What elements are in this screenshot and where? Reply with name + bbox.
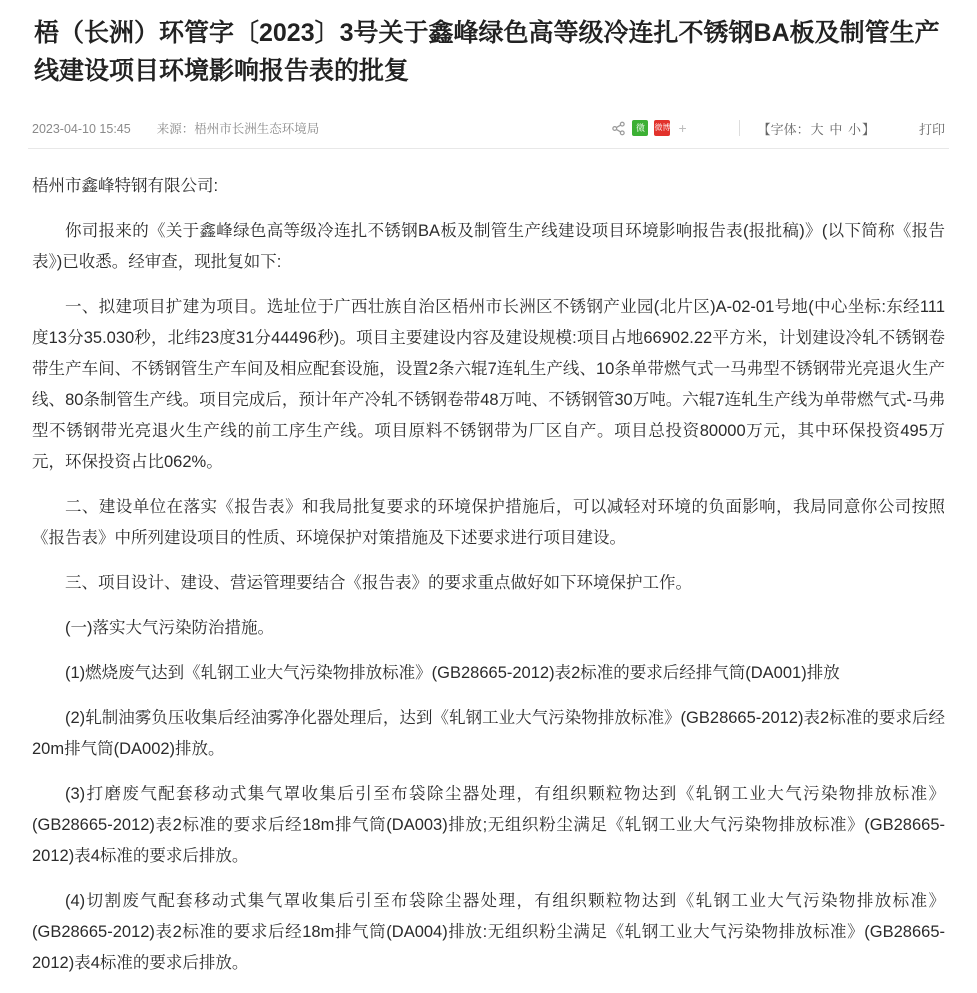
paragraph-sub-1-1: (1)燃烧废气达到《轧钢工业大气污染物排放标准》(GB28665-2012)表2标准的要求后经排气筒(DA001)排放 (65, 664, 840, 682)
wechat-share-icon[interactable]: 微 (632, 120, 648, 136)
paragraph-salutation: 梧州市鑫峰特钢有限公司: (32, 177, 219, 195)
source-name: 梧州市长洲生态环境局 (194, 122, 320, 136)
meta-right-group (611, 119, 949, 138)
font-size-small[interactable]: 小 (847, 121, 861, 137)
more-share-icon[interactable]: + (678, 120, 687, 136)
paragraph-item-2: 二、建设单位在落实《报告表》和我局批复要求的环境保护措施后，可以减轻对环境的负面影响，我局同意你公司按照《报告表》中所列建设项目的性质、环境保护对策措施及下述要求进行项目建设。 (32, 498, 945, 547)
paragraph-sub-1: (一)落实大气污染防治措施。 (65, 619, 274, 637)
font-size-medium[interactable]: 中 (829, 121, 843, 137)
paragraph-item-1: 一、拟建项目扩建为项目。选址位于广西壮族自治区梧州市长洲区不锈钢产业园(北片区)A-02-01号地(中心坐标:东经111度13分35.030秒，北纬23度31分44496秒)。项目主要建设内容及建设规模:项目占地66902.22平方米，计划建设冷轧不锈钢卷带生产车间、不锈钢管生产车间及相应配套设施，设置2条六辊7连轧生产线、10条单带燃气式一马弗型不锈钢带光亮退火生产线、80条制管生产线。项目完成后，预计年产冷轧不锈钢卷带48万吨、不锈钢管30万吨。六辊7连轧生产线为单带燃气式-马弗型不锈钢带光亮退火生产线的前工序生产线。项目原料不锈钢带为厂区自产。项目总投资80000万元，其中环保投资495万元，环保投资占比062%。 (32, 298, 945, 471)
paragraph-sub-1-2: (2)轧制油雾负压收集后经油雾净化器处理后，达到《轧钢工业大气污染物排放标准》(GB28665-2012)表2标准的要求后经20m排气筒(DA002)排放。 (32, 709, 945, 758)
share-icon[interactable] (611, 121, 626, 136)
font-size-prefix: 【字体： (757, 121, 810, 137)
weibo-share-icon[interactable]: 微博 (654, 120, 670, 136)
article-page (0, 14, 977, 979)
meta-divider-left (739, 120, 740, 136)
page-title: 梧（长洲）环管字〔2023〕3号关于鑫峰绿色高等级冷连扎不锈钢BA板及制管生产线建设项目环境影响报告表的批复 (34, 19, 940, 85)
article-body (28, 171, 949, 979)
source-label: 来源： (156, 122, 195, 136)
meta-left-group (28, 119, 319, 137)
article-meta-bar (28, 108, 949, 149)
paragraph-sub-1-3: (3)打磨废气配套移动式集气罩收集后引至布袋除尘器处理，有组织颗粒物达到《轧钢工业大气污染物排放标准》(GB28665-2012)表2标准的要求后经18m排气筒(DA003)排放;无组织粉尘满足《轧钢工业大气污染物排放标准》(GB28665-2012)表4标准的要求后排放。 (32, 785, 945, 865)
paragraph-sub-1-4: (4)切割废气配套移动式集气罩收集后引至布袋除尘器处理，有组织颗粒物达到《轧钢工业大气污染物排放标准》(GB28665-2012)表2标准的要求后经18m排气筒(DA004)排放:无组织粉尘满足《轧钢工业大气污染物排放标准》(GB28665-2012)表4标准的要求后排放。 (32, 892, 945, 972)
font-size-switcher (758, 119, 875, 138)
publish-date: 2023-04-10 15:45 (32, 122, 131, 136)
paragraph-intro: 你司报来的《关于鑫峰绿色高等级冷连扎不锈钢BA板及制管生产线建设项目环境影响报告表(报批稿)》(以下简称《报告表》)已收悉。经审查，现批复如下: (32, 222, 945, 271)
font-size-suffix: 】 (861, 121, 875, 137)
source-info (157, 119, 320, 137)
share-group (611, 120, 686, 136)
font-size-large[interactable]: 大 (810, 121, 824, 137)
print-button[interactable]: 打印 (918, 121, 945, 137)
paragraph-item-3: 三、项目设计、建设、营运管理要结合《报告表》的要求重点做好如下环境保护工作。 (65, 574, 692, 592)
